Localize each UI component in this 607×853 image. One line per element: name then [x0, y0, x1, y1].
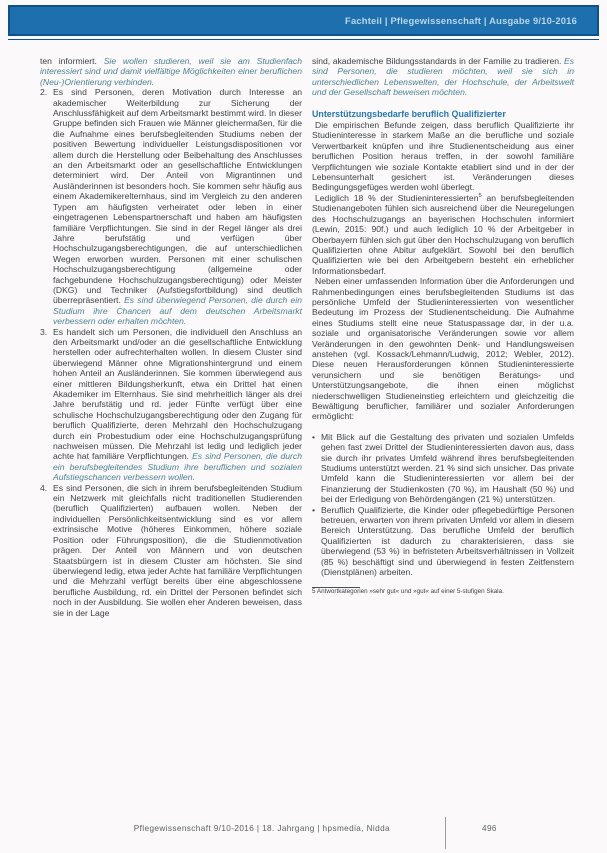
right-column — [312, 56, 574, 618]
footer-page-number: 496 — [482, 824, 497, 833]
page-content — [40, 56, 574, 618]
list-number: 2. — [40, 87, 48, 98]
left-column — [40, 56, 302, 618]
emphasis-text: Es sind überwiegend Personen, die durch ein Studium ihre Chancen auf dem deutschen Arbeitsmarkt verbessern oder erhalten möchten. — [53, 295, 302, 327]
paragraph: Neben einer umfassenden Information über die Anforderungen und Rahmenbedingungen eines berufsbegleitenden Studiums ist das persönliche Umfeld der Studieninteressierten von wesentlicher Bedeutung im Prozess der Studienentscheidung. Die Aufnahme eines Studiums stellt eine neue Statuspassage dar, in der u.a. soziale und organisatorische Veränderungen sowie vor allem Veränderungen in den gewohnten Denk- und Handlungsweisen anstehen (vgl. Kossack/Lehmann/Ludwig, 2012; Webler, 2012). Diese neuen Herausforderungen können Studieninteressierte verunsichern und sie benötigen Beratungs- und Unterstützungsangebote, die ihnen einen möglichst niederschwelligen Studieneinstieg erleichtern und gleichzeitig die Bewältigung beruflicher, familiärer und sozialer Anforderungen ermöglicht: — [312, 276, 574, 422]
section-heading: Unterstützungsbedarfe beruflich Qualifizierter — [312, 108, 506, 119]
footer-divider — [445, 817, 446, 849]
body-text: an berufsbegleitenden Studienangeboten fühlen sich ausreichend über die Neuregelungen des Hochschulzugangs an bayerischen Hochschulen informiert (Lewin, 2015: 90f.) und auch lediglich 10 % der Arbeitgeber in Oberbayern fühlen sich gut über den Hochschulzugang von beruflich Qualifizierten ohne Abitur aufgeklärt. Sowohl bei den beruflich Qualifizierten wie bei den Arbeitgebern besteht ein erheblicher Informationsbedarf. — [312, 192, 574, 276]
footer-journal-line: Pflegewissenschaft 9/10-2016 | 18. Jahrgang | hpsmedia, Nidda — [133, 824, 390, 833]
bullet-item — [312, 505, 574, 578]
paragraph: Die empirischen Befunde zeigen, dass beruflich Qualifizierte ihr Studieninteresse in starkem Maße an die berufliche und soziale Verwertbarkeit knüpfen und ihre Studienentscheidung aus einer beruflichen Position heraus treffen, in der sowohl familiäre Verpflichtungen wie soziale Kontakte etabliert sind und in der der Lebensunterhalt gesichert ist. Veränderungen dieses Bedingungsgefüges werden wohl überlegt. — [312, 120, 574, 193]
header-bar — [8, 5, 599, 36]
footnote: 5 Antwortkategorien »sehr gut« und »gut« auf einer 5-stufigen Skala. — [312, 587, 504, 595]
bullet-item — [312, 432, 574, 505]
body-text: Es sind Personen, die sich in ihrem berufsbegleitenden Studium ein Netzwerk mit gleichfalls nicht traditionellen Studierenden (beruflich Qualifizierten) aufbauen wollen. Neben der individuellen Persönlichkeitsentwicklung sind es vor allem extrinsische Motive (höheres Einkommen, höhere soziale Position oder Führungsposition), die die Studienmotivation prägen. Der Anteil von Männern und von deutschen Staatsbürgern ist in diesem Cluster am höchsten. Sie sind überwiegend ledig, etwa jeder Achte hat familiäre Verpflichtungen und die Mehrzahl verfügt bereits über eine abgeschlossene berufliche Ausbildung, rd. ein Drittel der Personen befindet sich noch in der Ausbildung. Sie wollen eher Anderen beweisen, dass sie in der Lage — [53, 482, 302, 618]
list-item-3 — [40, 327, 302, 483]
body-text: Es handelt sich um Personen, die individuell den Anschluss an den Arbeitsmarkt und/oder an die gesellschaftliche Entwicklung herstellen oder aufrechterhalten wollen. In diesem Cluster sind überwiegend Männer ohne Migrationshintergrund und einem hohen Anteil an Ausländerinnen. Sie kommen überwiegend aus einer mittleren Bildungsherkunft, etwa ein Drittel hat einen Akademiker im Elternhaus. Sie sind mehrheitlich länger als drei Jahre berufstätig und rd. jeder Fünfte verfügt über eine schulische Hochschulzugangsberechtigung oder den Zugang für beruflich Qualifizierte, deren Mehrzahl den Hochschulzugang durch ein Probestudium oder eine Hochschulzugangsprüfung nachweisen müssen. Die Mehrzahl ist ledig und lediglich jeder achte hat familiäre Verpflichtungen. — [53, 326, 302, 462]
body-text: Mit Blick auf die Gestaltung des privaten und sozialen Umfelds gehen fast zwei Drittel der Studieninteressierten davon aus, dass sie durch ihr privates Umfeld während ihres berufsbegleitenden Studiums unterstützt werden. 21 % sind sich unsicher. Das private Umfeld kann die Studieninteressierten vor allem bei der Finanzierung der Studienkosten (70 %), im Haushalt (50 %) und bei der Erledigung von Behördengängen (21 %) unterstützen. — [321, 431, 574, 505]
emphasis-text: Es sind Personen, die durch ein berufsbegleitendes Studium ihre beruflichen und sozialen Aufstiegschancen verbessern wollen. — [53, 451, 302, 483]
body-text: sind, akademische Bildungsstandards in der Familie zu tradieren. — [312, 56, 564, 66]
bullet-icon: • — [312, 504, 316, 515]
list-item-4 — [40, 483, 302, 618]
body-text: ten informiert. — [40, 56, 104, 66]
emphasis-text: Es sind Personen, die studieren möchten, weil sie sich in unterschiedlichen Lebenswelten, der Hochschule, der Arbeitswelt und der Gesellschaft beweisen möchten. — [312, 56, 574, 98]
paragraph-continuation — [40, 56, 302, 87]
paragraph-continuation — [312, 56, 574, 98]
header-title: Fachteil | Pflegewissenschaft | Ausgabe 9/10-2016 — [345, 15, 577, 26]
body-text: Es sind Personen, deren Motivation durch Interesse an akademischer Weiterbildung zur Sicherung der Anschlussfähigkeit auf dem Arbeitsmarkt bestimmt wird. In dieser Gruppe befinden sich Frauen wie Männer gleichermaßen, für die die Aufnahme eines berufsbegleitenden Studiums neben der positiven Bewertung individueller Leistungsdispositionen vor allem durch die Herstellung oder Beibehaltung des Anschlusses an den Arbeitsmarkt oder an gesellschaftliche Entwicklungen determiniert wird. Der Anteil von Migrantinnen und Ausländerinnen ist besonders hoch. Sie kommen sehr häufig aus einem Akademikerelternhaus, sind im Vergleich zu den anderen Typen am häufigsten verheiratet oder leben in einer eingetragenen Lebenspartnerschaft und haben am häufigsten familiäre Verpflichtungen. Sie sind in der Regel länger als drei Jahre berufstätig und verfügen über Hochschulzugangsberechtigungen, die auf unterschiedlichen Wegen erworben wurden. Personen mit einer schulischen Hochschulzugangsberechtigung (allgemeine oder fachgebundene Hochschulzugangsberechtigung) oder Meister (DKG) und Techniker (Aufstiegsfortbildung) sind deutlich überrepräsentiert. — [53, 87, 302, 306]
emphasis-text: Sie wollen studieren, weil sie am Studienfach interessiert sind und damit vielfältige Möglichkeiten einer beruflichen (Neu-)Orientierung verbinden. — [40, 56, 302, 87]
body-text: Lediglich 18 % der Studieninteressierten — [315, 192, 479, 203]
bullet-icon: • — [312, 431, 316, 442]
list-number: 4. — [40, 482, 48, 493]
list-item-2 — [40, 87, 302, 326]
paragraph — [312, 193, 574, 276]
body-text: Beruflich Qualifizierte, die Kinder oder pflegebedürftige Personen betreuen, erwarten von ihrem privaten Umfeld vor allem in diesem Bereich Unterstützung. Das berufliche Umfeld der beruflich Qualifizierten ist dadurch zu charakterisieren, dass sie überwiegend (53 %) in befristeten Arbeitsverhältnissen in Vollzeit (85 %) beschäftigt sind und überwiegend in festen Zeitfenstern (Dienstplänen) arbeiten. — [321, 504, 574, 578]
footnote-marker: 5 — [478, 193, 482, 200]
list-number: 3. — [40, 326, 48, 337]
header-rule — [8, 39, 599, 40]
